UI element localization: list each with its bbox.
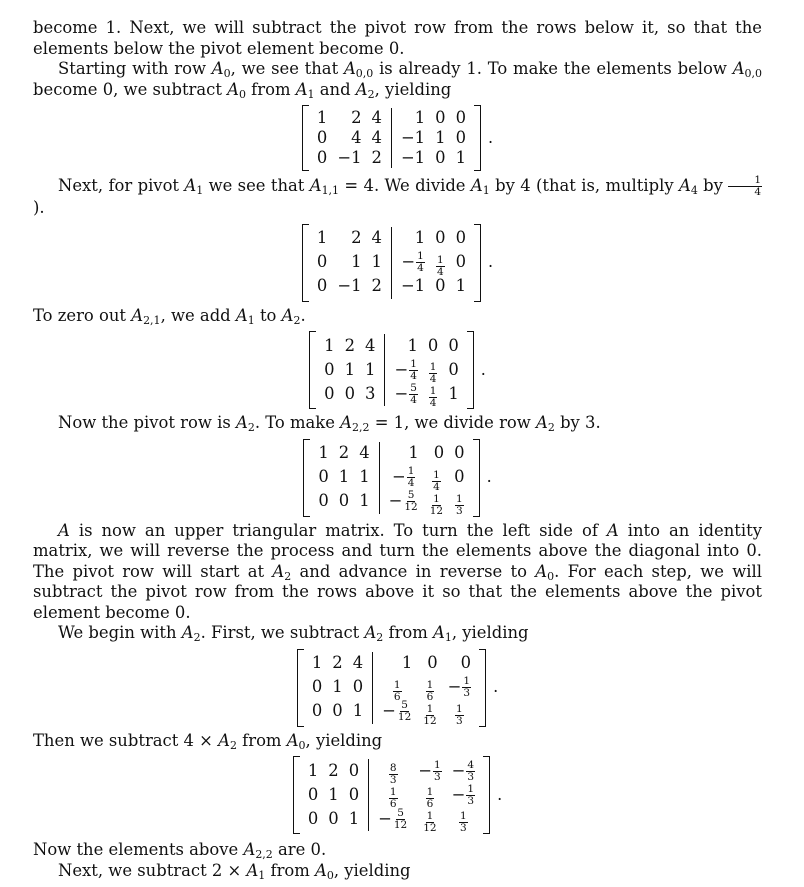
matrix-cell: 0 — [344, 383, 356, 403]
matrix-cell: 0 — [318, 491, 329, 511]
matrix-cell: 1 — [435, 127, 446, 147]
matrix-cell: 4 — [371, 107, 382, 127]
matrix-cell: −1 — [337, 147, 362, 167]
matrix-cell: 0 — [454, 467, 465, 487]
matrix-cell: 1 — [351, 252, 362, 272]
matrix-cell — [389, 359, 422, 382]
matrix-cell — [424, 487, 449, 517]
fraction: $\frac{1}{4}$ — [437, 253, 444, 278]
fraction: $\frac{1}{6}$ — [393, 678, 401, 703]
matrix-cell: 1 — [455, 147, 466, 167]
matrix-cell — [384, 490, 424, 513]
matrix-cell: 0 — [328, 808, 339, 828]
matrix-cell — [449, 487, 469, 517]
fraction: − $\frac{1}{4}$ — [391, 465, 415, 489]
matrix-cell: 1 — [318, 443, 329, 463]
matrix-cell: 0 — [352, 677, 364, 697]
matrix-cell: 1 — [338, 467, 350, 487]
fraction: $\frac{1}{12}$ — [423, 702, 437, 727]
matrix-cell — [373, 808, 413, 831]
matrix-cell: 0 — [455, 127, 466, 147]
matrix-cell: −1 — [400, 276, 426, 296]
matrix-cell: 0 — [455, 228, 466, 248]
matrix-cell: 0 — [455, 107, 466, 127]
matrix-cell: 3 — [365, 383, 376, 403]
matrix-cell: −1 — [400, 127, 426, 147]
matrix-cell — [447, 760, 480, 783]
matrix-3: 1 2 4 0 1 1 0 0 3 1 0 0 − $\frac{1}{4}$ $\frac{1}{4}$ 0 − $\frac{5}{4}$ $\frac{1}{4}$ 1 . — [33, 331, 762, 409]
augmented-matrix — [293, 756, 490, 834]
fraction: − $\frac{5}{12}$ — [382, 699, 412, 723]
matrix-cell: 1 — [332, 677, 343, 697]
paragraph-7: We begin with $A_2$. First, we subtract $A_2$ from $A_1$, yielding — [58, 623, 529, 644]
matrix-cell — [413, 804, 446, 834]
paragraph-3: Next, for pivot $A_1$ we see that $A_{1,1} = 4$. We divide $A_1$ by 4 (that is, multiply $A_4$ by $\frac{1}{4}$ ). — [33, 174, 761, 217]
matrix-cell: 1 — [448, 383, 459, 403]
matrix-cell: 0 — [332, 701, 343, 721]
matrix-cell: 1 — [324, 335, 335, 355]
matrix-cell: 1 — [311, 653, 323, 673]
matrix-cell: −1 — [400, 147, 426, 167]
matrix-cell — [384, 466, 424, 489]
matrix-cell — [443, 697, 476, 727]
fraction: − $\frac{1}{3}$ — [447, 675, 471, 699]
matrix-cell: 1 — [365, 359, 376, 379]
matrix-cell: 1 — [414, 107, 426, 127]
matrix-cell: 4 — [371, 228, 382, 248]
matrix-cell: 2 — [344, 335, 356, 355]
matrix-cell: 0 — [454, 443, 465, 463]
matrix-cell: 1 — [455, 276, 466, 296]
fraction: $\frac{1}{12}$ — [429, 492, 444, 517]
matrix-cell: 1 — [352, 701, 364, 721]
matrix-cell: 4 — [351, 127, 362, 147]
matrix-cell: 1 — [408, 443, 419, 463]
paragraph-6: A is now an upper triangular matrix. To turn the left side of A into an identity matrix, we will reverse the process and turn the elements above the diagonal into 0. The pivot row will start at $A_2$ and advance in reverse to $A_0$. For each step, we will subtract the pivot row from the rows above it so that the elements above the pivot element become 0. — [33, 520, 762, 622]
matrix-cell: 4 — [359, 443, 370, 463]
matrix-cell: 0 — [435, 276, 446, 296]
matrix-cell — [396, 251, 430, 274]
matrix-cell: 2 — [371, 147, 382, 167]
matrix-cell: 0 — [316, 147, 328, 167]
matrix-cell — [373, 780, 413, 810]
matrix-5: 1 2 4 0 1 0 0 0 1 1 0 0 $\frac{1}{6}$ $\frac{1}{6}$ − $\frac{1}{3}$ − $\frac{5}{12}$ $\frac{1}{12}$ $\frac{1}{3}$ . — [33, 649, 762, 727]
matrix-cell: 1 — [307, 760, 319, 780]
matrix-cell: 0 — [316, 127, 328, 147]
document-page — [33, 18, 762, 881]
fraction: $\frac{1}{4}$ — [429, 361, 437, 385]
matrix-cell: 0 — [316, 252, 328, 272]
matrix-cell: 0 — [307, 808, 319, 828]
matrix-cell — [389, 383, 422, 406]
matrix-cell: 0 — [460, 653, 472, 673]
matrix-cell: 0 — [307, 784, 319, 804]
matrix-1: 1 2 4 0 4 4 0 −1 2 1 0 0 −1 1 0 −1 0 1 . — [33, 105, 762, 171]
paragraph-2: Starting with row $A_0$, we see that $A_{0,0}$ is already 1. To make the elements below $A_{0,0}$ become 0, we subtract $A_0$ from $A_1$ and $A_2$, yielding — [33, 59, 763, 101]
fraction: $\frac{1}{6}$ — [426, 678, 434, 703]
matrix-cell: 0 — [311, 677, 323, 697]
matrix-cell: 0 — [427, 335, 439, 355]
matrix-cell: −1 — [337, 276, 362, 296]
matrix-cell: 1 — [401, 653, 413, 673]
fraction: − $\frac{1}{3}$ — [451, 782, 475, 807]
paragraph-10: Next, we subtract $2 \times A_1$ from $A_0$, yielding — [58, 860, 411, 882]
matrix-cell: 0 — [455, 252, 466, 272]
matrix-cell: 1 — [344, 359, 356, 379]
matrix-cell: 0 — [433, 443, 445, 463]
matrix-cell: 2 — [332, 653, 343, 673]
augmented-matrix — [297, 649, 486, 727]
matrix-cell: 1 — [348, 808, 360, 828]
paragraph-1: become 1. Next, we will subtract the pivot row from the rows below it, so that the elements below the pivot element become 0. — [33, 18, 762, 58]
fraction: $\frac{8}{3}$ — [389, 762, 397, 786]
matrix-cell: 0 — [338, 491, 350, 511]
matrix-cell: 1 — [316, 228, 328, 248]
matrix-cell: 0 — [348, 784, 360, 804]
matrix-cell: 2 — [328, 760, 339, 780]
matrix-cell: 1 — [328, 784, 339, 804]
one-quarter-fraction: $\frac{1}{4}$ — [728, 175, 762, 198]
augmented-matrix — [309, 331, 474, 409]
matrix-cell: 0 — [448, 359, 459, 379]
matrix-4: 1 2 4 0 1 1 0 0 1 1 0 0 − $\frac{1}{4}$ $\frac{1}{4}$ 0 − $\frac{5}{12}$ $\frac{1}{12}$ $\frac{1}{3}$ . — [33, 439, 762, 517]
matrix-cell: 2 — [351, 228, 362, 248]
matrix-2: 1 2 4 0 1 1 0 −1 2 1 0 0 − $\frac{1}{4}$ $\frac{1}{4}$ 0 −1 0 1 . — [33, 224, 762, 302]
matrix-cell — [377, 673, 417, 703]
matrix-cell: 1 — [407, 335, 418, 355]
matrix-cell: 0 — [311, 701, 323, 721]
augmented-matrix — [302, 105, 481, 171]
matrix-cell: 1 — [371, 252, 382, 272]
matrix-cell: 0 — [448, 335, 459, 355]
matrix-cell: 1 — [414, 228, 426, 248]
matrix-cell: 0 — [324, 383, 335, 403]
matrix-6: 1 2 0 0 1 0 0 0 1 $\frac{8}{3}$ − $\frac{1}{3}$ − $\frac{4}{3}$ $\frac{1}{6}$ $\frac{1}{6}$ − $\frac{1}{3}$ − $\frac{5}{12}$ $\frac{1}{12}$ $\frac{1}{3}$ . — [33, 756, 762, 834]
fraction: $\frac{1}{6}$ — [426, 786, 434, 810]
augmented-matrix — [302, 224, 481, 302]
matrix-cell: 0 — [316, 276, 328, 296]
matrix-cell — [430, 248, 450, 278]
matrix-cell: 0 — [435, 147, 446, 167]
matrix-cell: 0 — [427, 653, 438, 673]
fraction: $\frac{1}{12}$ — [423, 810, 437, 834]
fraction: − $\frac{4}{3}$ — [451, 758, 475, 783]
matrix-cell — [423, 379, 443, 409]
matrix-cell: 1 — [359, 467, 370, 487]
fraction: − $\frac{5}{12}$ — [388, 489, 418, 513]
fraction: − $\frac{5}{4}$ — [394, 381, 417, 406]
fraction: $\frac{1}{3}$ — [460, 810, 467, 834]
matrix-cell: 0 — [324, 359, 335, 379]
matrix-cell: 4 — [371, 127, 382, 147]
matrix-cell: 0 — [435, 228, 446, 248]
fraction: $\frac{1}{3}$ — [456, 492, 463, 517]
paragraph-4: To zero out $A_{2,1}$, we add $A_1$ to $A_2$. — [33, 305, 306, 327]
fraction: − $\frac{1}{4}$ — [394, 357, 417, 382]
matrix-cell: 1 — [316, 107, 328, 127]
matrix-cell: 4 — [352, 653, 364, 673]
matrix-cell: 1 — [359, 491, 370, 511]
matrix-cell: 0 — [318, 467, 329, 487]
fraction: $\frac{1}{3}$ — [456, 702, 463, 727]
matrix-cell: 2 — [351, 107, 362, 127]
fraction: $\frac{1}{4}$ — [433, 468, 440, 493]
fraction: $\frac{1}{6}$ — [389, 786, 397, 810]
matrix-cell: 0 — [435, 107, 446, 127]
paragraph-9: Now the elements above $A_{2,2}$ are 0. — [33, 840, 327, 861]
paragraph-5: Now the pivot row is $A_2$. To make $A_{2,2} = 1$, we divide row $A_2$ by 3. — [58, 413, 601, 434]
matrix-cell: 4 — [365, 335, 376, 355]
matrix-cell: 2 — [338, 443, 350, 463]
fraction: − $\frac{1}{3}$ — [418, 758, 441, 783]
matrix-cell — [377, 700, 417, 723]
paragraph-8: Then we subtract $4 \times A_2$ from $A_0$, yielding — [33, 730, 383, 752]
matrix-cell — [447, 804, 480, 834]
matrix-cell — [417, 697, 442, 727]
fraction: $\frac{1}{4}$ — [429, 385, 437, 409]
augmented-matrix — [303, 439, 479, 517]
matrix-cell: 0 — [348, 760, 360, 780]
matrix-cell: 2 — [371, 276, 382, 296]
fraction: − $\frac{5}{12}$ — [378, 806, 408, 831]
fraction: − $\frac{1}{4}$ — [401, 250, 424, 274]
